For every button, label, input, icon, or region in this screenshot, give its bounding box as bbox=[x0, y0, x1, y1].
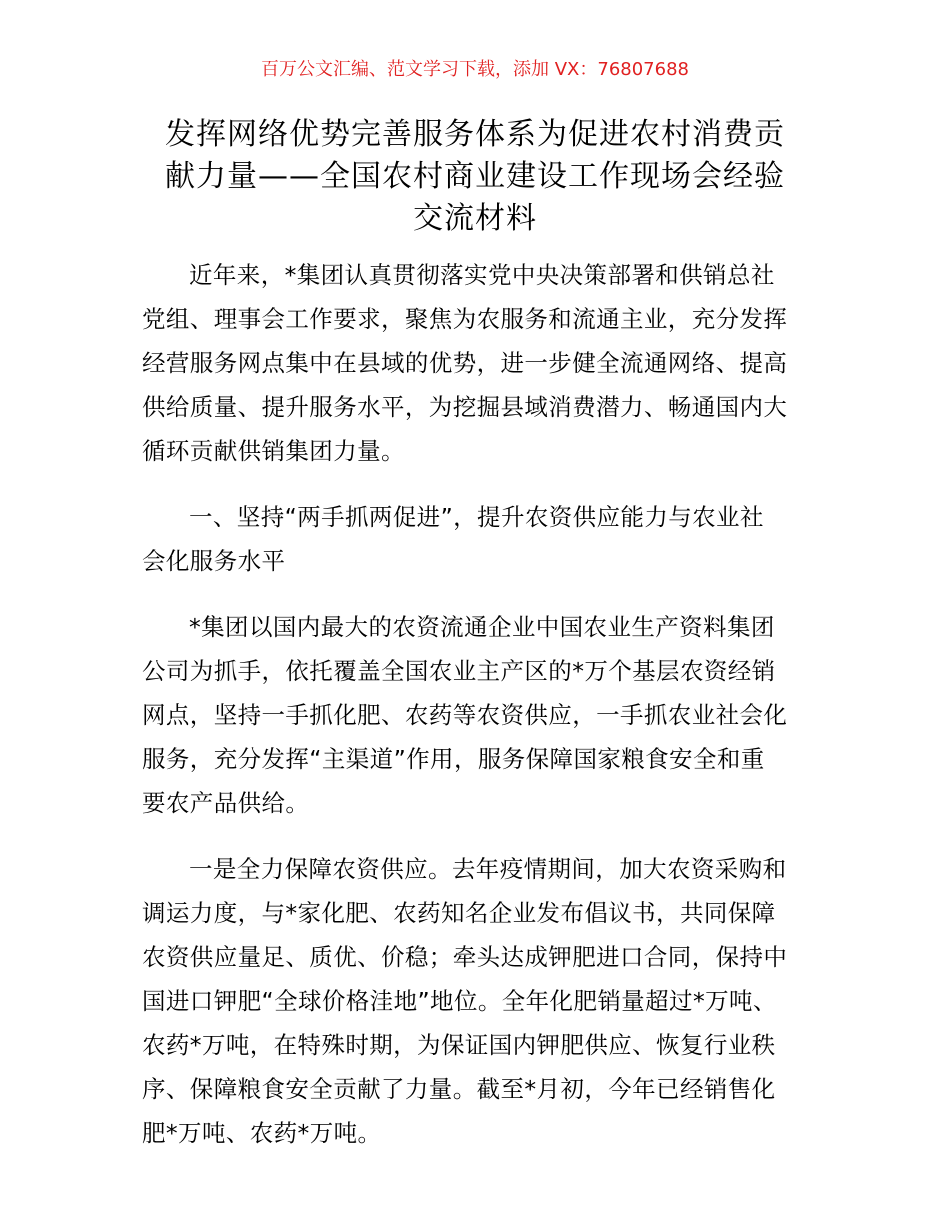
paragraph-line: 调运力度，与*家化肥、农药知名企业发布倡议书，共同保障 bbox=[142, 899, 776, 927]
paragraph-line: 肥*万吨、农药*万吨。 bbox=[142, 1119, 382, 1147]
paragraph-line: 公司为抓手，依托覆盖全国农业主产区的*万个基层农资经销 bbox=[142, 657, 776, 685]
paragraph-line: 一是全力保障农资供应。去年疫情期间，加大农资采购和 bbox=[189, 855, 787, 883]
paragraph-line: 供给质量、提升服务水平，为挖掘县域消费潜力、畅通国内大 bbox=[142, 393, 788, 421]
paragraph-line: *集团以国内最大的农资流通企业中国农业生产资料集团 bbox=[189, 613, 775, 641]
paragraph-line: 服务，充分发挥“主渠道”作用，服务保障国家粮食安全和重 bbox=[142, 745, 765, 773]
paragraph-line: 党组、理事会工作要求，聚焦为农服务和流通主业，充分发挥 bbox=[142, 305, 788, 333]
paragraph-line: 要农产品供给。 bbox=[142, 789, 310, 817]
paragraph-intro bbox=[142, 253, 812, 473]
header-banner: 百万公文汇编、范文学习下载，添加 VX：76807688 bbox=[261, 59, 689, 80]
paragraph-line: 农药*万吨，在特殊时期，为保证国内钾肥供应、恢复行业秩 bbox=[142, 1031, 776, 1059]
paragraph-line: 近年来，*集团认真贯彻落实党中央决策部署和供销总社 bbox=[189, 261, 775, 289]
paragraph-line: 循环贡献供销集团力量。 bbox=[142, 437, 405, 465]
paragraph-supply bbox=[142, 847, 812, 1155]
heading-line: 一、坚持“两手抓两促进”，提升农资供应能力与农业社 bbox=[189, 503, 764, 531]
title-line: 发挥网络优势完善服务体系为促进农村消费贡 bbox=[165, 117, 785, 152]
paragraph-line: 国进口钾肥“全球价格洼地”地位。全年化肥销量超过*万吨、 bbox=[142, 987, 777, 1015]
title-line: 献力量——全国农村商业建设工作现场会经验 bbox=[165, 159, 785, 194]
paragraph-line: 网点，坚持一手抓化肥、农药等农资供应，一手抓农业社会化 bbox=[142, 701, 788, 729]
paragraph-line: 序、保障粮食安全贡献了力量。截至*月初，今年已经销售化 bbox=[142, 1075, 776, 1103]
paragraph-line: 经营服务网点集中在县域的优势，进一步健全流通网络、提高 bbox=[142, 349, 788, 377]
title-line: 交流材料 bbox=[413, 201, 537, 236]
document-title bbox=[135, 114, 815, 240]
heading-line: 会化服务水平 bbox=[142, 547, 286, 575]
paragraph-section-1-intro bbox=[142, 605, 812, 825]
section-heading-1 bbox=[142, 495, 812, 583]
document-body bbox=[142, 253, 812, 1177]
paragraph-line: 农资供应量足、质优、价稳；牵头达成钾肥进口合同，保持中 bbox=[142, 943, 788, 971]
